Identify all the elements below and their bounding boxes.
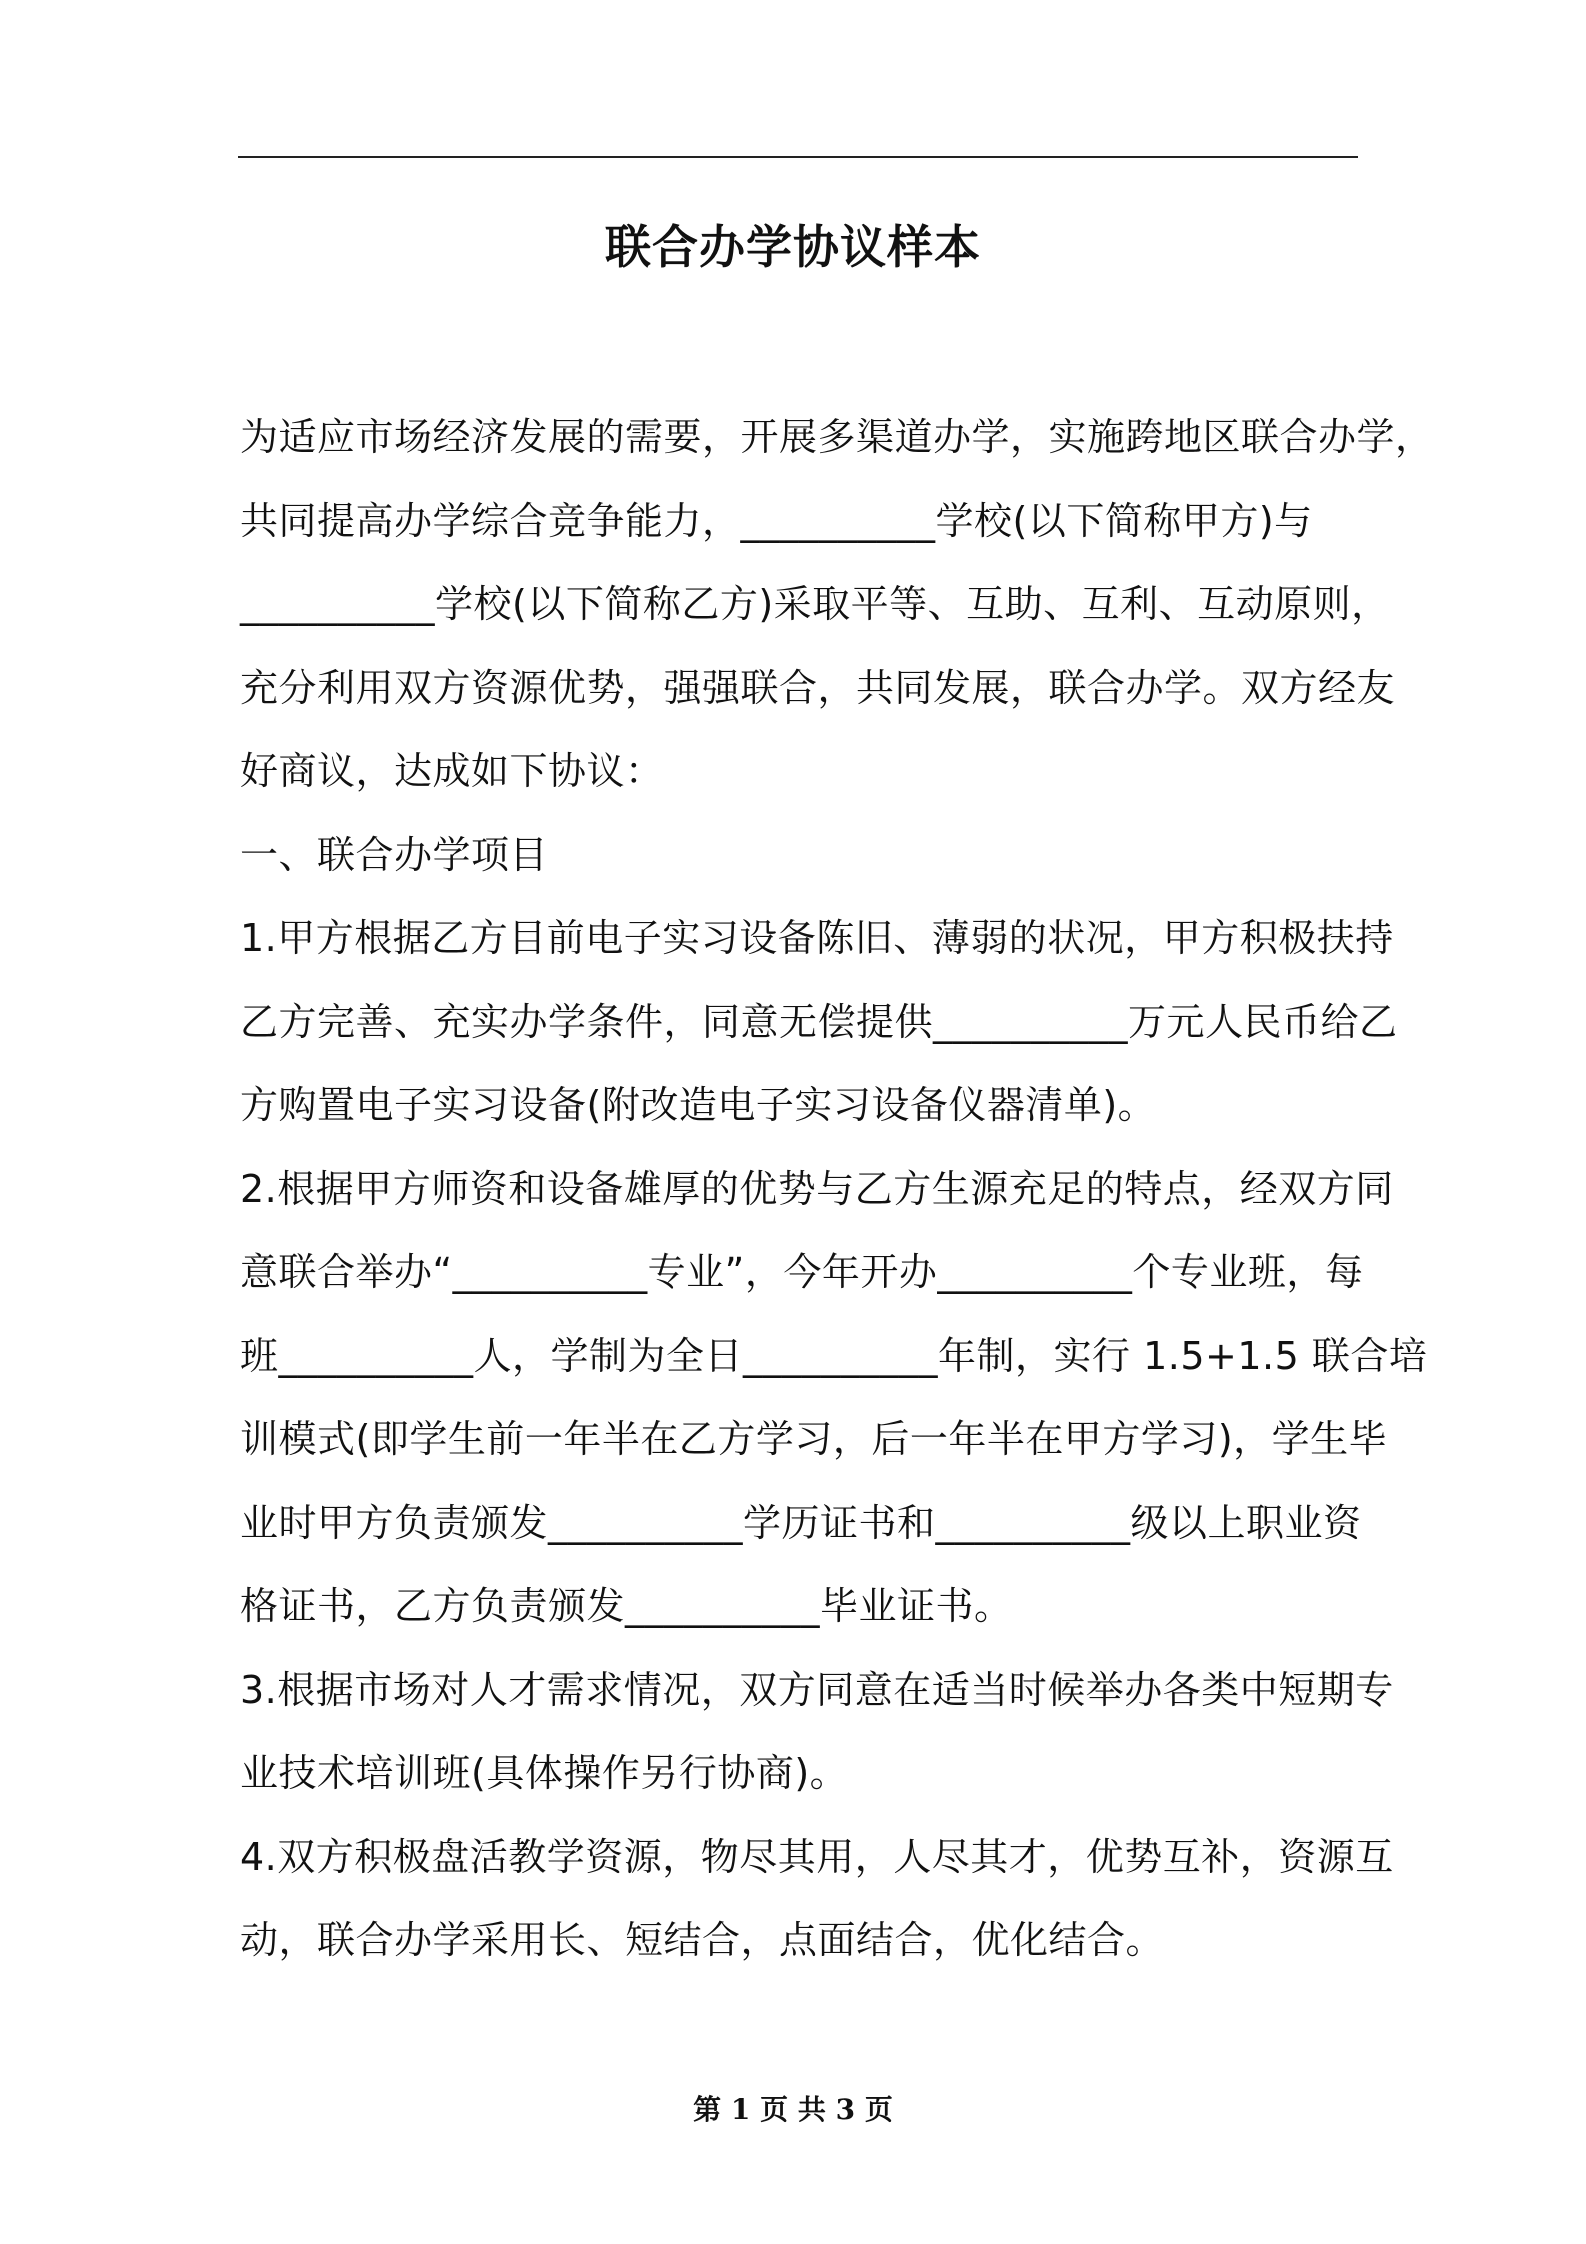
document-title: 联合办学协议样本 bbox=[605, 220, 981, 274]
body-line: 格证书，乙方负责颁发__________毕业证书。 bbox=[240, 1584, 1013, 1628]
body-line: 乙方完善、充实办学条件，同意无偿提供__________万元人民币给乙 bbox=[240, 999, 1398, 1044]
body-line: 训模式(即学生前一年半在乙方学习，后一年半在甲方学习)，学生毕 bbox=[240, 1417, 1388, 1461]
body-line: 业技术培训班(具体操作另行协商)。 bbox=[240, 1751, 849, 1795]
body-line: 方购置电子实习设备(附改造电子实习设备仪器清单)。 bbox=[240, 1083, 1157, 1127]
body-line: __________学校(以下简称乙方)采取平等、互助、互利、互动原则， bbox=[240, 582, 1390, 626]
body-line: 3.根据市场对人才需求情况，双方同意在适当时候举办各类中短期专 bbox=[240, 1667, 1394, 1712]
body-line: 充分利用双方资源优势，强强联合，共同发展，联合办学。双方经友 bbox=[240, 665, 1396, 710]
body-line: 好商议，达成如下协议： bbox=[240, 749, 664, 793]
document-body bbox=[240, 396, 1434, 1983]
body-line: 4.双方积极盘活教学资源，物尽其用，人尽其才，优势互补，资源互 bbox=[240, 1834, 1394, 1879]
header-divider bbox=[238, 156, 1358, 158]
body-line: 动，联合办学采用长、短结合，点面结合，优化结合。 bbox=[240, 1918, 1165, 1962]
body-line: 共同提高办学综合竞争能力，__________学校(以下简称甲方)与 bbox=[240, 498, 1313, 543]
body-line: 1.甲方根据乙方目前电子实习设备陈旧、薄弱的状况，甲方积极扶持 bbox=[240, 916, 1394, 960]
body-line: 意联合举办“__________专业”，今年开办__________个专业班，每 bbox=[240, 1250, 1364, 1294]
body-line: 班__________人，学制为全日__________年制，实行 1.5+1.5 联合培 bbox=[240, 1333, 1428, 1378]
page-number-footer: 第 1 页 共 3 页 bbox=[693, 2093, 893, 2126]
section-heading: 一、联合办学项目 bbox=[240, 832, 549, 877]
body-line: 为适应市场经济发展的需要，开展多渠道办学，实施跨地区联合办学， bbox=[240, 415, 1434, 459]
body-line: 2.根据甲方师资和设备雄厚的优势与乙方生源充足的特点，经双方同 bbox=[240, 1166, 1394, 1211]
body-line: 业时甲方负责颁发__________学历证书和__________级以上职业资 bbox=[240, 1500, 1362, 1545]
